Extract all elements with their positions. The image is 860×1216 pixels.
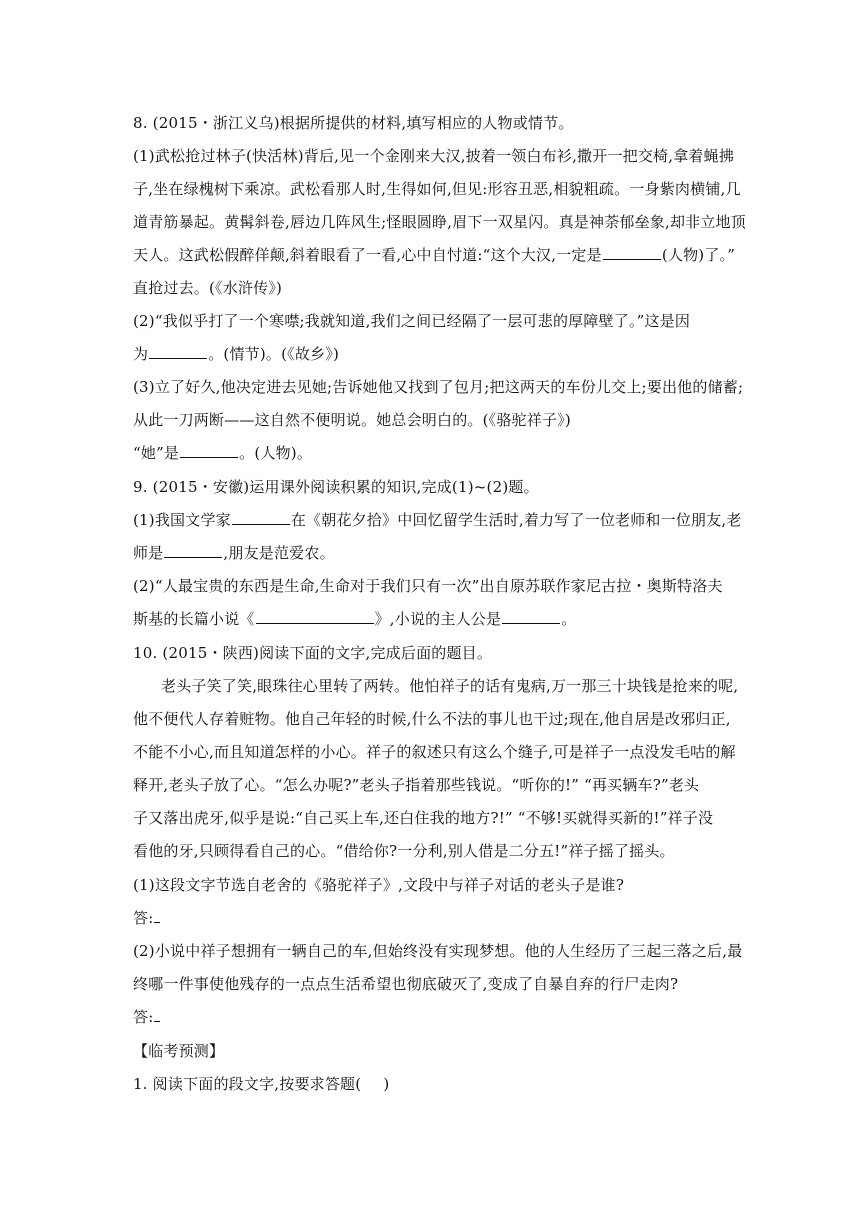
q1-text: )	[383, 1075, 390, 1093]
q8-header: 8. (2015・浙江义乌)根据所提供的材料,填写相应的人物或情节。	[133, 114, 574, 132]
answer-blank[interactable]	[180, 442, 238, 458]
q8-p1-line: 道青筋暴起。黄髯斜卷,唇边几阵风生;怪眼圆睁,眉下一双星闪。真是神荼郁垒象,却非立地顶	[133, 213, 746, 231]
answer-blank[interactable]	[502, 608, 560, 624]
q10-passage-line: 释开,老头子放了心。“怎么办呢?”老头子指着那些钱说。“听你的!” “再买辆车?”老头	[133, 776, 700, 794]
q8-p3-line: (3)立了好久,他决定进去见她;告诉她他又找到了包月;把这两天的车份儿交上;要出他的储蓄;	[133, 378, 744, 396]
q9-p1-text: ,朋友是范爱农。	[223, 544, 335, 562]
q9-p1-line	[133, 542, 335, 564]
q8-p3-line	[133, 442, 312, 464]
answer-blank[interactable]	[603, 244, 661, 260]
q10-q2-line: (2)小说中祥子想拥有一辆自己的车,但始终没有实现梦想。他的人生经历了三起三落之后,最	[133, 942, 743, 960]
q8-p3-text: “她”是	[133, 444, 180, 462]
q9-p2-text: 》,小说的主人公是	[374, 610, 502, 628]
q10-passage-line: 不能不小心,而且知道怎样的小心。祥子的叙述只有这么个缝子,可是祥子一点没发毛咕的解	[133, 743, 736, 761]
answer-blank[interactable]	[154, 907, 160, 923]
q8-p3-text: 。(人物)。	[239, 444, 313, 462]
q10-q1: (1)这段文字节选自老舍的《骆驼祥子》,文段中与祥子对话的老头子是谁?	[133, 876, 625, 894]
q9-header: 9. (2015・安徽)运用课外阅读积累的知识,完成(1)~(2)题。	[133, 478, 539, 496]
q10-passage-line: 他不便代人存着赃物。他自己年轻的时候,什么不法的事儿也干过;现在,他自居是改邪归正,	[133, 710, 731, 728]
q8-p2-line	[133, 343, 339, 365]
q9-p2-line: (2)“人最宝贵的东西是生命,生命对于我们只有一次”出自原苏联作家尼古拉・奥斯特洛夫	[133, 577, 723, 595]
q10-header: 10. (2015・陕西)阅读下面的文字,完成后面的题目。	[133, 644, 493, 662]
q8-p3-line: 从此一刀两断——这自然不便明说。她总会明白的。(《骆驼祥子》)	[133, 411, 571, 429]
answer-blank[interactable]	[164, 542, 222, 558]
q9-p1-line	[133, 509, 742, 531]
q10-passage-line: 子又落出虎牙,似乎是说:“自己买上车,还白住我的地方?!” “不够!买就得买新的!”祥子没	[133, 809, 714, 827]
q8-p1-line: 直抢过去。(《水浒传》)	[133, 279, 283, 297]
q9-p1-text: (1)我国文学家	[133, 511, 231, 529]
q10-q2-line: 终哪一件事使他残存的一点点生活希望也彻底破灭了,变成了自暴自弃的行尸走肉?	[133, 975, 679, 993]
answer-line	[133, 907, 161, 929]
q8-p1-line	[133, 244, 735, 266]
q8-p2-line: (2)“我似乎打了一个寒噤;我就知道,我们之间已经隔了一层可悲的厚障壁了。”这是因	[133, 312, 691, 330]
q8-p1-text: 天人。这武松假醉佯颠,斜着眼看了一看,心中自忖道:“这个大汉,一定是	[133, 246, 602, 264]
q1-prompt	[133, 1073, 389, 1095]
q8-p1-line: 子,坐在绿槐树下乘凉。武松看那人时,生得如何,但见:形容丑恶,相貌粗疏。一身紫肉横铺,几	[133, 180, 741, 198]
q1-text: 1. 阅读下面的段文字,按要求答题(	[133, 1075, 362, 1093]
q10-passage-line: 看他的牙,只顾得看自己的心。“借给你?一分利,别人借是二分五!”祥子摇了摇头。	[133, 842, 675, 860]
q8-p1-line: (1)武松抢过林子(快活林)背后,见一个金刚来大汉,披着一领白布衫,撒开一把交椅,拿着蝇拂	[133, 147, 735, 165]
answer-blank[interactable]	[232, 509, 290, 525]
q10-passage-line: 老头子笑了笑,眼珠往心里转了两转。他怕祥子的话有鬼病,万一那三十块钱是抢来的呢,	[161, 677, 739, 695]
answer-blank[interactable]	[256, 608, 374, 624]
answer-blank[interactable]	[149, 343, 207, 359]
q9-p1-text: 在《朝花夕拾》中回忆留学生活时,着力写了一位老师和一位朋友,老	[290, 511, 742, 529]
answer-label: 答:	[133, 909, 154, 927]
q8-p2-text: 为	[133, 345, 149, 363]
q9-p1-text: 师是	[133, 544, 164, 562]
q8-p1-text: (人物)了。”	[661, 246, 736, 264]
answer-label: 答:	[133, 1008, 154, 1026]
section-title: 【临考预测】	[133, 1042, 225, 1060]
answer-blank[interactable]	[154, 1006, 160, 1022]
q9-p2-text: 斯基的长篇小说《	[133, 610, 255, 628]
q9-p2-line	[133, 608, 576, 630]
answer-line	[133, 1006, 161, 1028]
q9-p2-text: 。	[561, 610, 577, 628]
q8-p2-text: 。(情节)。(《故乡》)	[208, 345, 340, 363]
